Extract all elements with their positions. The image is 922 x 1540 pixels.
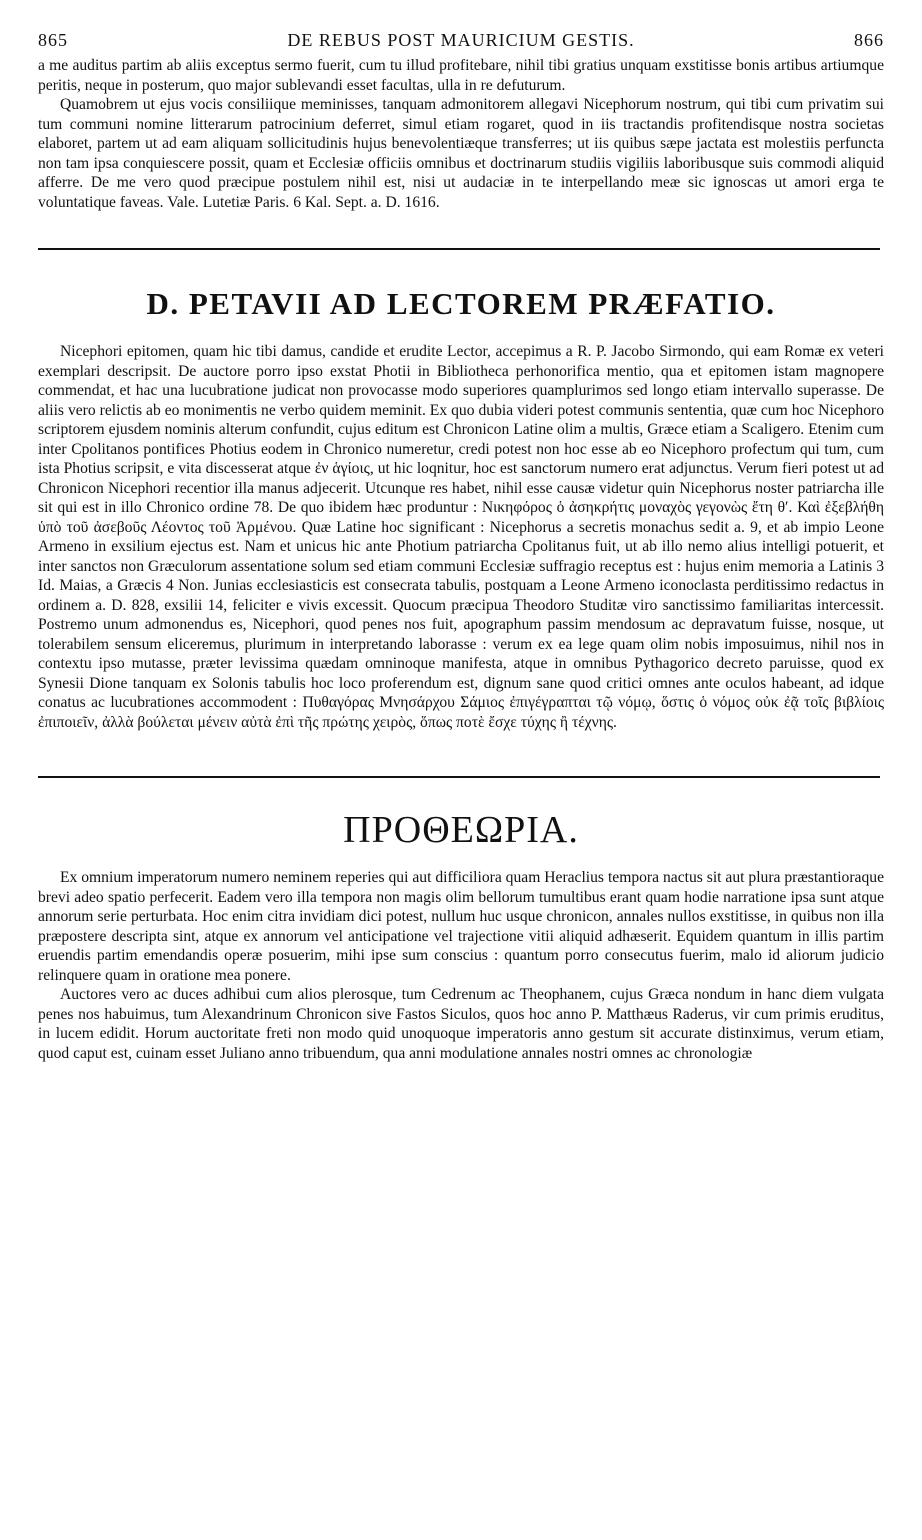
letter-paragraph: Quamobrem ut ejus vocis consiliique meminisses, tanquam admonitorem allegavi Nicephorum nostrum, qui tibi cum privatim sui tum communi nomine litterarum patrocinium deferret, simul etiam rogaret, quod in iis tractandis profitendisque nostra societas elaboret, partem ut ad eam aliquam sollicitudinis hujus benevolentiæque transferres; ut iis quibus sæpe jactata est molestiis perfuncta non tam ipsa conquiescere possit, quam et Ecclesiæ officiis omnibus et doctrinarum studiis vigiliis laboribusque suis commodi aliquid afferre. De me vero quod præcipue postulem nihil est, nisi ut audaciæ in te interpellando meæ sic ignoscas ut amori erga te voluntatique faveas. Vale. Lutetiæ Paris. 6 Kal. Sept. a. D. 1616. [38, 96, 884, 211]
letter-conclusion [38, 56, 884, 212]
running-title: DE REBUS POST MAURICIUM GESTIS. [287, 30, 635, 50]
praefatio-body [38, 342, 884, 732]
letter-paragraph: a me auditus partim ab aliis exceptus sermo fuerit, cum tu illud profitebare, nihil tibi gratius unquam exstitisse bonis artibus artiumque peritis, neque in posterum, quo major sublevandi esset facultas, ulla in re defuturum. [38, 57, 884, 94]
right-page-number: 866 [854, 30, 884, 50]
protheoria-paragraph: Ex omnium imperatorum numero neminem reperies qui aut difficiliora quam Heraclius tempora nactus sit aut plura præstantioraque brevi adeo spatio perfecerit. Eadem vero illa tempora non magis olim bellorum tumultibus erant quam hodie narratione ipsa sunt atque annorum serie perturbata. Hoc enim citra invidiam dici potest, nullum huc usque chronicon, annales nullos exstitisse, in quibus non illa præpostere descripta sint, atque ex annorum vel anticipatione vel trajectione vitii aliquid adhæserit. Equidem quantum in illis partim eruendis partim emendandis operæ posuerim, mihi ipse sum conscius : quantum porro consecutus fuerim, malo id aliorum judicio relinquere quam in oratione mea ponere. [38, 869, 884, 984]
protheoria-heading: ΠΡΟΘΕΩΡΙΑ. [343, 809, 579, 851]
section-divider [38, 248, 880, 250]
section-divider [38, 776, 880, 778]
protheoria-body [38, 868, 884, 1063]
left-page-number: 865 [38, 30, 68, 50]
praefatio-heading: D. PETAVII AD LECTOREM PRÆFATIO. [146, 286, 776, 321]
running-head [38, 30, 884, 52]
protheoria-paragraph: Auctores vero ac duces adhibui cum alios plerosque, tum Cedrenum ac Theophanem, cujus Græca nondum in hanc diem vulgata penes nos habuimus, tum Alexandrinum Chronicon sive Fastos Siculos, quos hoc anno P. Matthæus Raderus, vir cum primis eruditus, in lucem edidit. Horum auctoritate freti non modo quid unoquoque imperatoris anno gestum sit accurate distinximus, verum etiam, quod caput est, cuinam esset Juliano anno tribuendum, qua anni modulatione annales nostri omnes ac chronologiæ [38, 986, 884, 1062]
praefatio-paragraph: Nicephori epitomen, quam hic tibi damus, candide et erudite Lector, accepimus a R. P. Jacobo Sirmondo, qui eam Romæ ex veteri exemplari descripsit. De auctore porro ipso exstat Photii in Bibliotheca perhonorifica mentio, qua et epitomen istam magnopere commendat, et hac una lucubratione judicat non provocasse modo superiores quamplurimos sed longo etiam intervallo superasse. De aliis vero relictis ab eo monimentis ne verbo quidem meminit. Ex quo dubia videri potest communis sententia, quæ cum hoc Nicephoro scriptorem ejusdem nominis alterum confundit, cujus editum est Chronicon Latine olim a multis, Græce etiam a Scaligero. Etenim cum inter Cpolitanos pontifices Photius eodem in Chronico numeretur, credi potest non hoc esse ab eo Nicephoro profectum qui tum, cum ista Photius scripsit, e vita discesserat atque ἐν ἁγίοις, ut hic loqnitur, hoc est sanctorum numero erat adjunctus. Verum fieri potest ut ad Chronicon Nicephori recentior illa manus adjecerit. Utcunque res habet, nihil esse causæ videtur quin Nicephorus noster patriarcha ille sit qui est in illo Chronico ordine 78. De quo ibidem hæc produntur : Νικηφόρος ὁ ἀσηκρήτις μοναχὸς γεγονὼς ἔτη θ′. Καὶ ἐξεβλήθη ὑπὸ τοῦ ἀσεβοῦς Λέοντος τοῦ Ἀρμένου. Quæ Latine hoc significant : Nicephorus a secretis monachus sedit a. 9, et ab impio Leone Armeno in exsilium ejectus est. Nam et unicus hic ante Photium patriarcha Cpolitanus fuit, ut ab illo nemo alius intelligi potuerit, et inter sanctos non Græculorum assentatione solum sed etiam communi Ecclesiæ suffragio receptus est : hujus enim memoria a Latinis 3 Id. Maias, a Græcis 4 Non. Junias ecclesiasticis est consecrata tabulis, postquam a Leone Armeno iconoclasta perditissimo redactus in ordinem a. D. 828, exsilii 14, feliciter e vivis excessit. Quocum præcipua Theodoro Studitæ viro sanctissimo familiaritas intercessit. Postremo unum admonendus es, Nicephori, quod penes nos fuit, apographum passim mendosum ac depravatum fuisse, nosque, ut tolerabilem sensum eliceremus, plurimum in interpretando laborasse : verum ex ea lege quam olim nobis imposuimus, nihil nos in contextu ipso mutasse, præter levissima quædam omninoque manifesta, atque in omnibus Pythagorico decreto paruisse, quod ex Synesii Dione tanquam ex Solonis tabulis hoc loco proferendum est, dignum sane quod critici omnes ante oculos habeant, ad idque conatus ac lucubrationes accommodent : Πυθαγόρας Μνησάρχου Σάμιος ἐπιγέγραπται τῷ νόμῳ, ὅστις ὁ νόμος οὐκ ἐᾷ τοῖς βιβλίοις ἐπιποιεῖν, ἀλλὰ βούλεται μένειν αὐτὰ ἐπὶ τῆς πρώτης χειρὸς, ὅπως ποτὲ ἔσχε τύχης ἢ τέχνης. [38, 343, 884, 731]
